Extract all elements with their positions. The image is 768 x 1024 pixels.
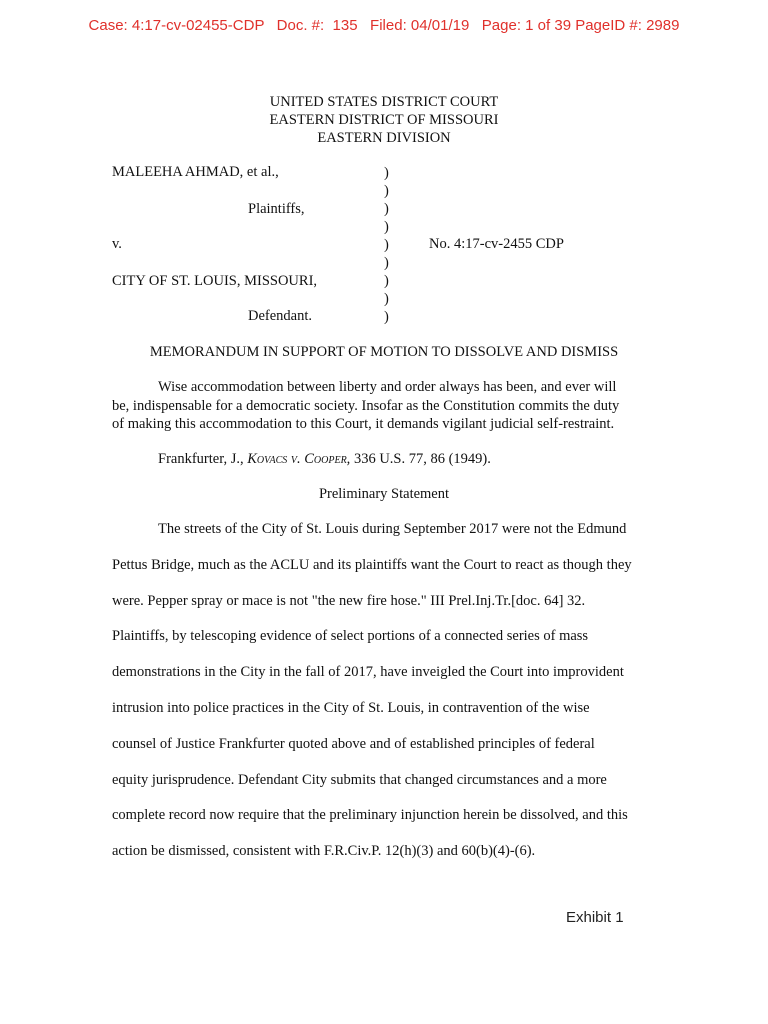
court-division: EASTERN DIVISION	[317, 130, 451, 146]
court-district: EASTERN DISTRICT OF MISSOURI	[269, 112, 499, 128]
attribution-citation: 336 U.S. 77, 86 (1949).	[350, 451, 491, 467]
attribution-case-name: Kovacs v. Cooper,	[247, 451, 351, 467]
epigraph-quote	[112, 378, 656, 434]
section-heading: Preliminary Statement	[318, 486, 450, 502]
court-heading	[0, 93, 768, 147]
body-line: intrusion into police practices in the City of St. Louis, in contravention of the wise	[112, 700, 590, 716]
epigraph-line: Wise accommodation between liberty and order always has been, and ever will	[158, 379, 617, 395]
caption-parenthesis: )	[384, 165, 389, 181]
attribution-author: Frankfurter, J.,	[158, 451, 248, 467]
plaintiff-name: MALEEHA AHMAD, et al.,	[112, 164, 279, 180]
body-line: equity jurisprudence. Defendant City submits that changed circumstances and a more	[112, 772, 607, 788]
plaintiffs-label: Plaintiffs,	[248, 201, 305, 217]
body-line: complete record now require that the preliminary injunction herein be dissolved, and this	[112, 807, 628, 823]
caption-parenthesis: )	[384, 291, 389, 307]
court-name: UNITED STATES DISTRICT COURT	[269, 94, 499, 110]
caption-parenthesis: )	[384, 273, 389, 289]
body-line: The streets of the City of St. Louis during September 2017 were not the Edmund	[158, 521, 627, 537]
defendant-label: Defendant.	[248, 308, 313, 324]
epigraph-line: of making this accommodation to this Court, it demands vigilant judicial self-restraint.	[112, 416, 615, 432]
case-caption	[112, 164, 672, 326]
body-line: action be dismissed, consistent with F.R.Civ.P. 12(h)(3) and 60(b)(4)-(6).	[112, 843, 536, 859]
body-line: Pettus Bridge, much as the ACLU and its plaintiffs want the Court to react as though they	[112, 557, 632, 573]
exhibit-label: Exhibit 1	[566, 909, 624, 926]
ecf-header-stamp: Case: 4:17-cv-02455-CDP Doc. #: 135 Filed: 04/01/19 Page: 1 of 39 PageID #: 2989	[88, 17, 680, 34]
body-line: counsel of Justice Frankfurter quoted above and of established principles of federal	[112, 736, 595, 752]
caption-parenthesis: )	[384, 219, 389, 235]
epigraph-attribution	[158, 451, 491, 468]
caption-parenthesis: )	[384, 201, 389, 217]
defendant-name: CITY OF ST. LOUIS, MISSOURI,	[112, 273, 318, 289]
body-line: Plaintiffs, by telescoping evidence of select portions of a connected series of mass	[112, 628, 589, 644]
caption-parenthesis: )	[384, 309, 389, 325]
caption-parenthesis-column	[384, 164, 389, 326]
caption-parenthesis: )	[384, 237, 389, 253]
memo-title: MEMORANDUM IN SUPPORT OF MOTION TO DISSOLVE AND DISMISS	[149, 344, 619, 360]
caption-parenthesis: )	[384, 183, 389, 199]
versus-label: v.	[112, 236, 122, 252]
caption-parenthesis: )	[384, 255, 389, 271]
body-line: demonstrations in the City in the fall of 2017, have inveigled the Court into improvident	[112, 664, 624, 680]
case-number: No. 4:17-cv-2455 CDP	[429, 236, 564, 252]
body-line: were. Pepper spray or mace is not "the new fire hose." III Prel.Inj.Tr.[doc. 64] 32.	[112, 593, 586, 609]
epigraph-line: be, indispensable for a democratic society. Insofar as the Constitution commits the duty	[112, 397, 620, 414]
